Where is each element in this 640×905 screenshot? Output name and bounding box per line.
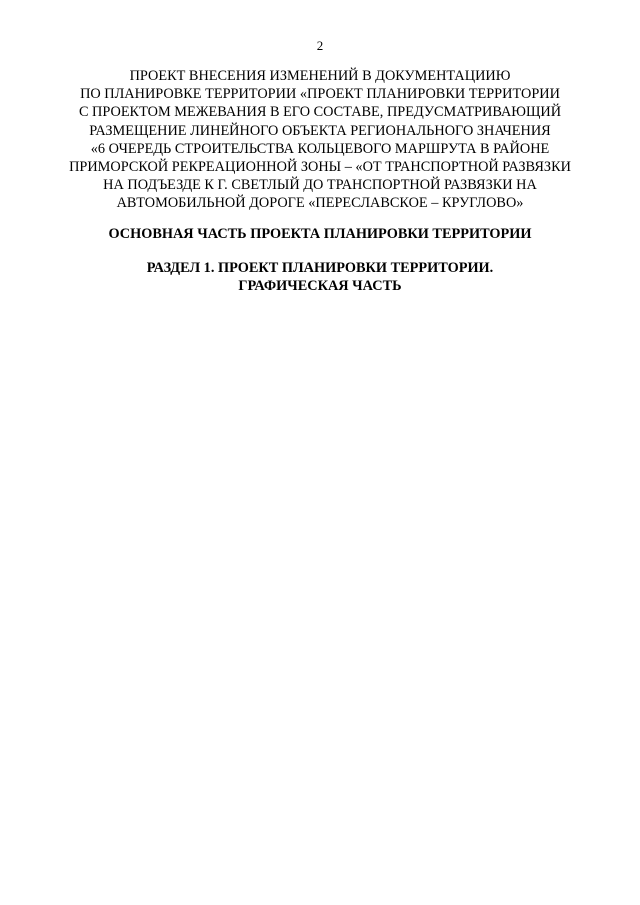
title-line: АВТОМОБИЛЬНОЙ ДОРОГЕ «ПЕРЕСЛАВСКОЕ – КРУГЛОВО» [116, 195, 524, 212]
title-line: «6 ОЧЕРЕДЬ СТРОИТЕЛЬСТВА КОЛЬЦЕВОГО МАРШРУТА В РАЙОНЕ [90, 140, 550, 157]
subsection-heading-line: ГРАФИЧЕСКАЯ ЧАСТЬ [238, 278, 402, 294]
title-line: ПРИМОРСКОЙ РЕКРЕАЦИОННОЙ ЗОНЫ – «ОТ ТРАНСПОРТНОЙ РАЗВЯЗКИ [69, 159, 571, 176]
document-title [40, 67, 600, 213]
page-number: 2 [316, 38, 324, 53]
title-line: РАЗМЕЩЕНИЕ ЛИНЕЙНОГО ОБЪЕКТА РЕГИОНАЛЬНОГО ЗНАЧЕНИЯ [89, 122, 551, 139]
subsection-heading [40, 259, 600, 295]
title-line: ПРОЕКТ ВНЕСЕНИЯ ИЗМЕНЕНИЙ В ДОКУМЕНТАЦИИЮ [129, 68, 511, 84]
title-line: С ПРОЕКТОМ МЕЖЕВАНИЯ В ЕГО СОСТАВЕ, ПРЕДУСМАТРИВАЮЩИЙ [78, 104, 562, 121]
subsection-heading-line: РАЗДЕЛ 1. ПРОЕКТ ПЛАНИРОВКИ ТЕРРИТОРИИ. [146, 260, 494, 276]
title-line: ПО ПЛАНИРОВКЕ ТЕРРИТОРИИ «ПРОЕКТ ПЛАНИРОВКИ ТЕРРИТОРИИ [80, 86, 560, 103]
title-line: НА ПОДЪЕЗДЕ К Г. СВЕТЛЫЙ ДО ТРАНСПОРТНОЙ РАЗВЯЗКИ НА [103, 177, 537, 194]
section-heading: ОСНОВНАЯ ЧАСТЬ ПРОЕКТА ПЛАНИРОВКИ ТЕРРИТОРИИ [108, 226, 532, 242]
